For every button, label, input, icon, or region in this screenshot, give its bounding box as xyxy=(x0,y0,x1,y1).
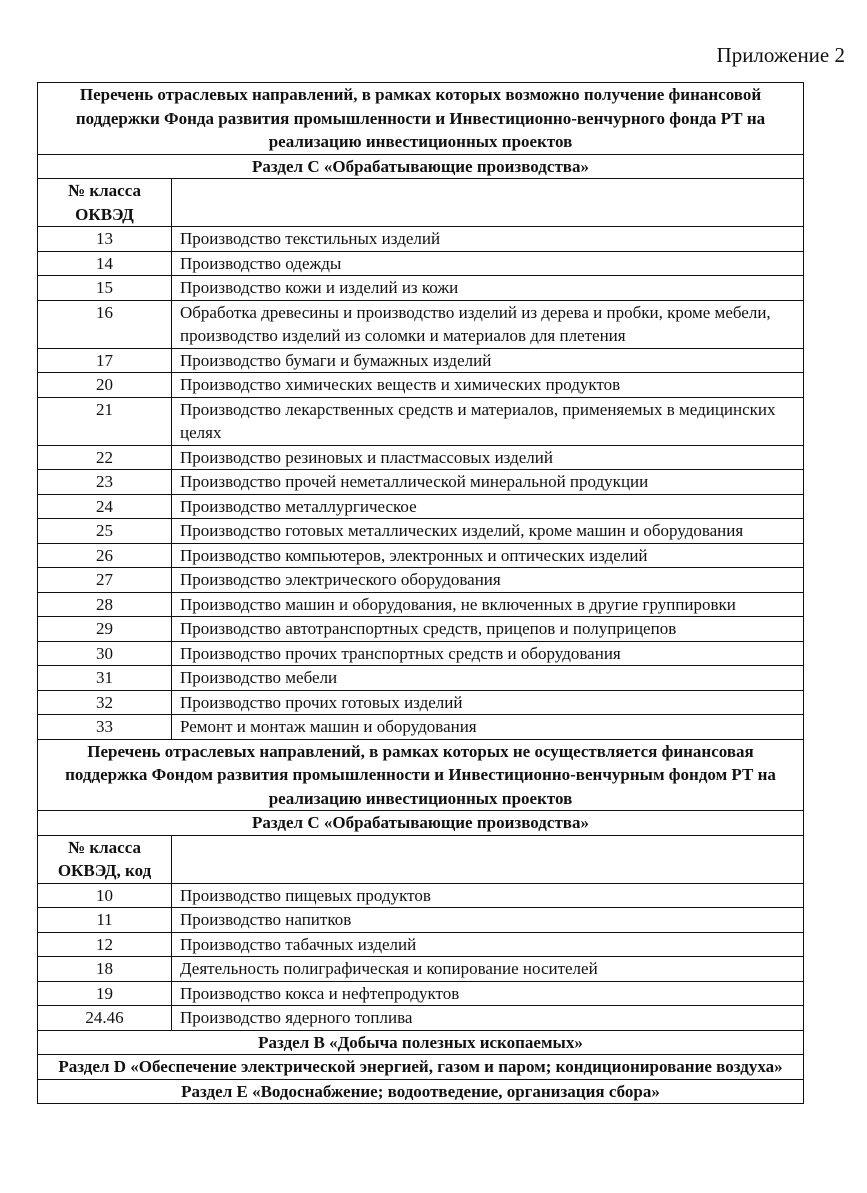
okved-code: 14 xyxy=(38,251,172,276)
table-row xyxy=(38,690,804,715)
okved-code: 16 xyxy=(38,300,172,348)
industry-table-body xyxy=(38,83,804,1104)
table-row xyxy=(38,932,804,957)
okved-code: 29 xyxy=(38,617,172,642)
industry-description: Производство компьютеров, электронных и оптических изделий xyxy=(172,543,804,568)
okved-code: 12 xyxy=(38,932,172,957)
table-row xyxy=(38,543,804,568)
section-b-row xyxy=(38,1030,804,1055)
table-row xyxy=(38,592,804,617)
okved-code: 32 xyxy=(38,690,172,715)
table-row xyxy=(38,494,804,519)
block2-column-header-row xyxy=(38,835,804,883)
table-row xyxy=(38,957,804,982)
table-row xyxy=(38,227,804,252)
table-row xyxy=(38,883,804,908)
block1-title: Перечень отраслевых направлений, в рамках которых возможно получение финансовой поддержки Фонда развития промышленности и Инвестиционно-венчурного фонда РТ на реализацию инвестиционных проектов xyxy=(38,83,804,155)
industry-table xyxy=(37,82,804,1104)
section-d-row xyxy=(38,1055,804,1080)
section-b-heading: Раздел B «Добыча полезных ископаемых» xyxy=(38,1030,804,1055)
okved-code: 25 xyxy=(38,519,172,544)
table-row xyxy=(38,519,804,544)
block1-title-row xyxy=(38,83,804,155)
okved-code: 30 xyxy=(38,641,172,666)
industry-description: Производство резиновых и пластмассовых изделий xyxy=(172,445,804,470)
okved-code: 24.46 xyxy=(38,1006,172,1031)
industry-description: Производство металлургическое xyxy=(172,494,804,519)
section-d-heading: Раздел D «Обеспечение электрической энергией, газом и паром; кондиционирование воздуха» xyxy=(38,1055,804,1080)
industry-description: Производство машин и оборудования, не включенных в другие группировки xyxy=(172,592,804,617)
industry-description: Производство пищевых продуктов xyxy=(172,883,804,908)
industry-description: Деятельность полиграфическая и копирование носителей xyxy=(172,957,804,982)
okved-code: 24 xyxy=(38,494,172,519)
table-row xyxy=(38,348,804,373)
block1-section-row xyxy=(38,154,804,179)
okved-code: 13 xyxy=(38,227,172,252)
industry-description: Производство бумаги и бумажных изделий xyxy=(172,348,804,373)
okved-code: 31 xyxy=(38,666,172,691)
industry-description: Производство кожи и изделий из кожи xyxy=(172,276,804,301)
industry-description: Ремонт и монтаж машин и оборудования xyxy=(172,715,804,740)
table-row xyxy=(38,568,804,593)
okved-code: 10 xyxy=(38,883,172,908)
table-row xyxy=(38,470,804,495)
block2-section-heading: Раздел C «Обрабатывающие производства» xyxy=(38,811,804,836)
industry-description: Производство текстильных изделий xyxy=(172,227,804,252)
industry-description: Производство электрического оборудования xyxy=(172,568,804,593)
section-e-row xyxy=(38,1079,804,1104)
industry-description: Производство одежды xyxy=(172,251,804,276)
industry-description: Производство табачных изделий xyxy=(172,932,804,957)
industry-description: Производство кокса и нефтепродуктов xyxy=(172,981,804,1006)
okved-code: 22 xyxy=(38,445,172,470)
block1-column-header-row xyxy=(38,179,804,227)
block2-title-row xyxy=(38,739,804,811)
okved-code: 19 xyxy=(38,981,172,1006)
block2-section-row xyxy=(38,811,804,836)
table-row xyxy=(38,715,804,740)
industry-description: Производство напитков xyxy=(172,908,804,933)
section-e-heading: Раздел E «Водоснабжение; водоотведение, организация сбора» xyxy=(38,1079,804,1104)
block2-title: Перечень отраслевых направлений, в рамках которых не осуществляется финансовая поддержка Фондом развития промышленности и Инвестиционно-венчурным фондом РТ на реализацию инвестиционных проектов xyxy=(38,739,804,811)
industry-description: Производство ядерного топлива xyxy=(172,1006,804,1031)
table-row xyxy=(38,251,804,276)
okved-code: 23 xyxy=(38,470,172,495)
block1-section-heading: Раздел C «Обрабатывающие производства» xyxy=(38,154,804,179)
block1-code-column-header: № класса ОКВЭД xyxy=(38,179,172,227)
okved-code: 21 xyxy=(38,397,172,445)
okved-code: 18 xyxy=(38,957,172,982)
industry-description: Производство мебели xyxy=(172,666,804,691)
table-row xyxy=(38,617,804,642)
okved-code: 33 xyxy=(38,715,172,740)
industry-description: Производство лекарственных средств и материалов, применяемых в медицинских целях xyxy=(172,397,804,445)
table-row xyxy=(38,373,804,398)
table-row xyxy=(38,397,804,445)
industry-description: Производство химических веществ и химических продуктов xyxy=(172,373,804,398)
block2-code-column-header: № класса ОКВЭД, код xyxy=(38,835,172,883)
appendix-label: Приложение 2 xyxy=(716,43,845,67)
table-row xyxy=(38,276,804,301)
okved-code: 20 xyxy=(38,373,172,398)
industry-description: Производство прочей неметаллической минеральной продукции xyxy=(172,470,804,495)
table-row xyxy=(38,641,804,666)
table-row xyxy=(38,445,804,470)
table-row xyxy=(38,981,804,1006)
okved-code: 26 xyxy=(38,543,172,568)
okved-code: 28 xyxy=(38,592,172,617)
okved-code: 11 xyxy=(38,908,172,933)
industry-description: Производство готовых металлических изделий, кроме машин и оборудования xyxy=(172,519,804,544)
industry-description: Производство автотранспортных средств, прицепов и полуприцепов xyxy=(172,617,804,642)
industry-description: Производство прочих готовых изделий xyxy=(172,690,804,715)
industry-description: Обработка древесины и производство изделий из дерева и пробки, кроме мебели, производство изделий из соломки и материалов для плетения xyxy=(172,300,804,348)
okved-code: 15 xyxy=(38,276,172,301)
block2-desc-column-header xyxy=(172,835,804,883)
okved-code: 27 xyxy=(38,568,172,593)
table-row xyxy=(38,1006,804,1031)
block1-desc-column-header xyxy=(172,179,804,227)
industry-description: Производство прочих транспортных средств и оборудования xyxy=(172,641,804,666)
table-row xyxy=(38,666,804,691)
table-row xyxy=(38,908,804,933)
okved-code: 17 xyxy=(38,348,172,373)
table-row xyxy=(38,300,804,348)
